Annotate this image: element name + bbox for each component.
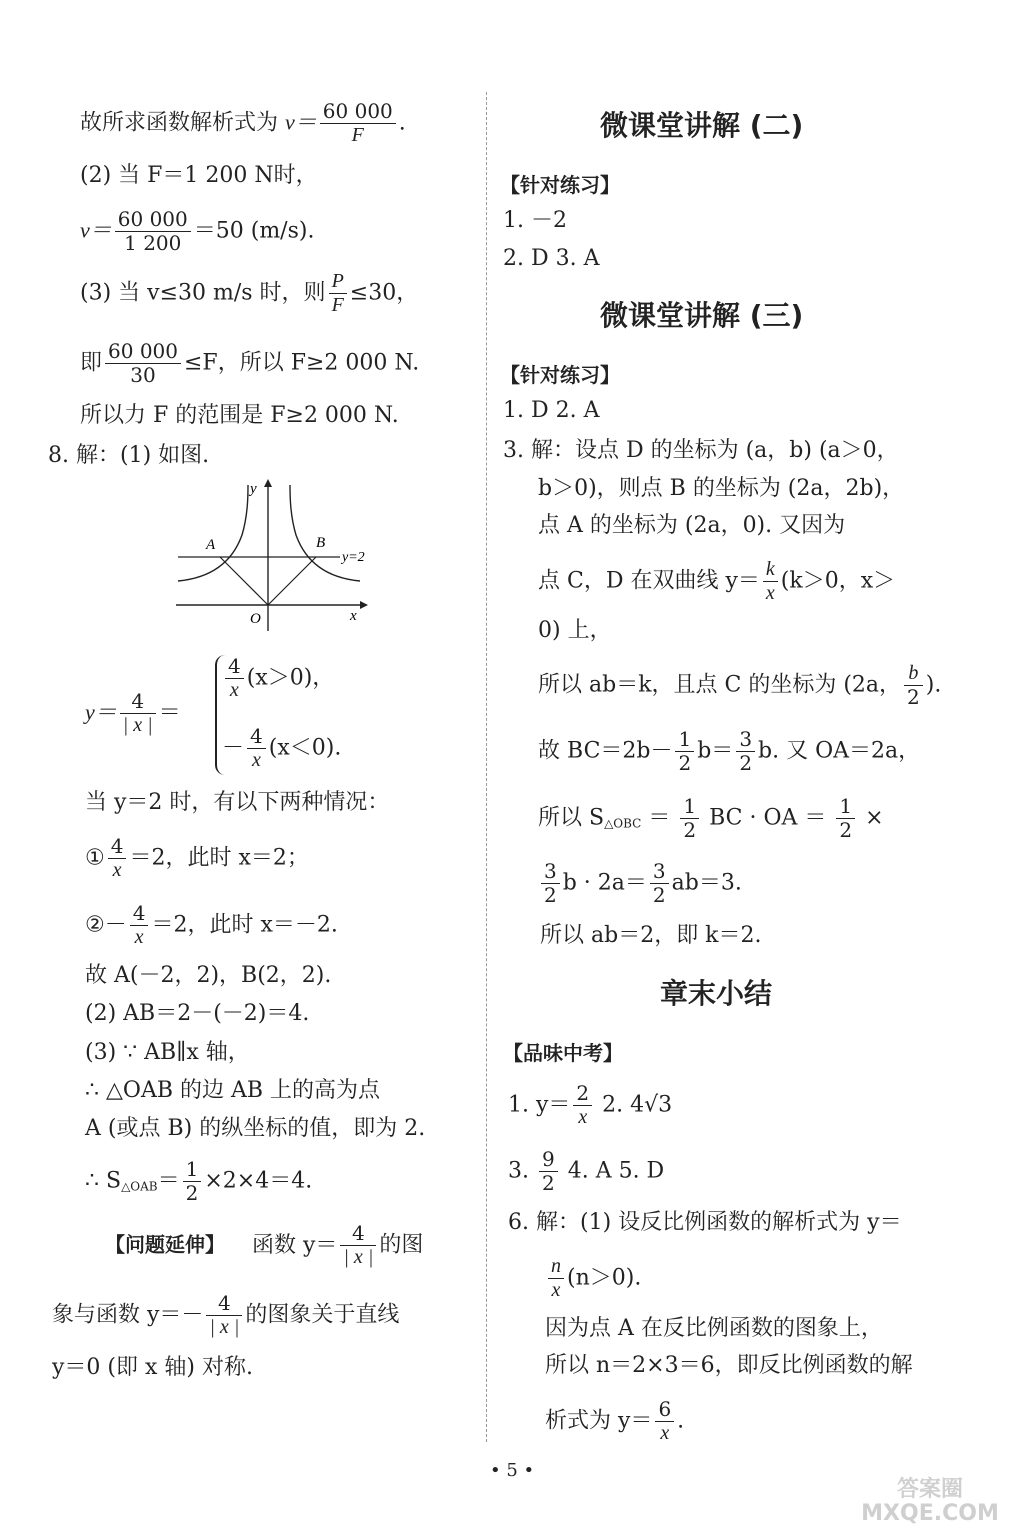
left-line-12: (2) AB＝2－(－2)＝4. bbox=[85, 1001, 310, 1026]
left-line-10: ②－ $\frac{4}{x}$ ＝2，此时 x＝－2. bbox=[85, 901, 338, 948]
graph-label-o: O bbox=[250, 611, 261, 627]
segment-oa bbox=[220, 557, 268, 605]
page-number: • 5 • bbox=[490, 1460, 535, 1481]
left-line-9: ① $\frac{4}{x}$ ＝2，此时 x＝2； bbox=[85, 834, 309, 881]
graph-label-y: y bbox=[250, 481, 257, 497]
right-line-3: 1. D 2. A bbox=[503, 398, 600, 423]
right-line-4: 3. 解：设点 D 的坐标为 (a，b) (a＞0， bbox=[503, 438, 899, 463]
hyperbola-left-branch bbox=[178, 485, 248, 581]
practice-tag-1: 【针对练习】 bbox=[500, 173, 620, 197]
left-line-ext-2: 象与函数 y＝－ $\frac{4}{| x |}$ 的图象关于直线 bbox=[52, 1291, 400, 1338]
left-line-4: (3) 当 v≤30 m/s 时，则 $\frac{P}{F}$ ≤30， bbox=[80, 270, 419, 316]
right-line-19: 所以 n＝2×3＝6，即反比例函数的解 bbox=[545, 1353, 913, 1378]
left-line-6: 所以力 F 的范围是 F≥2 000 N. bbox=[80, 403, 399, 428]
section-heading-3: 微课堂讲解 (三) bbox=[600, 299, 804, 332]
right-line-18: 因为点 A 在反比例函数的图象上， bbox=[545, 1316, 883, 1341]
right-line-5: b＞0)，则点 B 的坐标为 (2a，2b)， bbox=[538, 476, 905, 501]
x-axis-arrow bbox=[360, 601, 368, 609]
right-line-17: $\frac{n}{x}$ (n＞0). bbox=[545, 1255, 641, 1302]
hyperbola-graph bbox=[170, 475, 370, 635]
right-line-15: 3. $\frac{9}{2}$ 4. A 5. D bbox=[508, 1147, 665, 1195]
section-heading-2: 微课堂讲解 (二) bbox=[600, 109, 804, 142]
right-line-9: 所以 ab＝k，且点 C 的坐标为 (2a， $\frac{b}{2}$ ). bbox=[538, 662, 942, 709]
right-line-11: 所以 $S_{\triangle OBC}$ ＝ $\frac{1}{2}$ BC · OA ＝ $\frac{1}{2}$ × bbox=[538, 794, 884, 842]
graph-label-b: B bbox=[316, 535, 326, 551]
right-line-16: 6. 解：(1) 设反比例函数的解析式为 y＝ bbox=[508, 1210, 902, 1235]
hyperbola-right-branch bbox=[290, 485, 360, 581]
left-line-3: v＝ $\frac{60 000}{1 200}$ ＝50 (m/s). bbox=[80, 207, 315, 255]
segment-ob bbox=[268, 557, 316, 605]
left-line-ext-3: y＝0 (即 x 轴) 对称. bbox=[52, 1355, 253, 1380]
right-line-14: 1. y＝ $\frac{2}{x}$ 2. 4√3 bbox=[508, 1081, 673, 1128]
left-line-15: A (或点 B) 的纵坐标的值，即为 2. bbox=[85, 1116, 426, 1141]
practice-tag-2: 【针对练习】 bbox=[500, 363, 620, 387]
piecewise-case-2: － $\frac{4}{x}$ (x＜0). bbox=[222, 724, 342, 771]
column-divider bbox=[486, 92, 487, 1442]
right-line-13: 所以 ab＝2，即 k＝2. bbox=[540, 923, 762, 948]
graph-label-x: x bbox=[350, 608, 357, 624]
exam-tag: 【品味中考】 bbox=[503, 1041, 623, 1065]
left-line-11: 故 A(－2，2)，B(2，2). bbox=[85, 963, 332, 988]
right-line-1: 1. －2 bbox=[503, 208, 567, 233]
piecewise-lhs: y＝ $\frac{4}{| x |}$ ＝ bbox=[85, 689, 181, 736]
right-line-6: 点 A 的坐标为 (2a，0). 又因为 bbox=[538, 513, 846, 538]
left-line-1: 故所求函数解析式为 v＝ $\frac{60 000}{F}$ . bbox=[80, 99, 406, 146]
left-line-16: ∴ $S_{\triangle OAB}=$ $\frac{1}{2}$ ×2×4＝4. bbox=[85, 1157, 313, 1205]
chapter-summary-heading: 章末小结 bbox=[660, 977, 773, 1010]
piecewise-case-1: $\frac{4}{x}$ (x＞0)， bbox=[222, 655, 334, 702]
left-line-14: ∴ △OAB 的边 AB 上的高为点 bbox=[85, 1078, 381, 1103]
right-line-7: 点 C，D 在双曲线 y＝ $\frac{k}{x}$ (k＞0，x＞ bbox=[538, 558, 896, 604]
right-line-12: $\frac{3}{2}$ b · 2a＝ $\frac{3}{2}$ ab＝3. bbox=[538, 860, 742, 907]
left-line-2: (2) 当 F＝1 200 N时， bbox=[80, 163, 318, 188]
watermark-logo: 答案圈 MXQE.COM bbox=[861, 1477, 999, 1527]
left-line-8: 当 y＝2 时，有以下两种情况： bbox=[85, 790, 390, 815]
right-line-8: 0) 上， bbox=[538, 618, 612, 643]
left-line-13: (3) ∵ AB∥x 轴， bbox=[85, 1040, 250, 1065]
graph-label-line: y=2 bbox=[342, 550, 365, 565]
right-line-2: 2. D 3. A bbox=[503, 246, 600, 271]
y-axis-arrow bbox=[264, 479, 272, 487]
problem-extension-tag: 【问题延伸】 bbox=[105, 1232, 225, 1257]
problem-extension: 【问题延伸】 函数 y＝ $\frac{4}{| x |}$ 的图 bbox=[105, 1221, 424, 1268]
graph-label-a: A bbox=[206, 537, 216, 553]
right-line-10: 故 BC＝2b－ $\frac{1}{2}$ b＝ $\frac{3}{2}$ b. 又 OA＝2a， bbox=[538, 727, 921, 775]
left-line-5: 即 $\frac{60 000}{30}$ ≤F，所以 F≥2 000 N. bbox=[80, 339, 420, 387]
right-line-20: 析式为 y＝ $\frac{6}{x}$ . bbox=[545, 1397, 685, 1444]
left-line-7: 8. 解：(1) 如图. bbox=[48, 443, 210, 468]
